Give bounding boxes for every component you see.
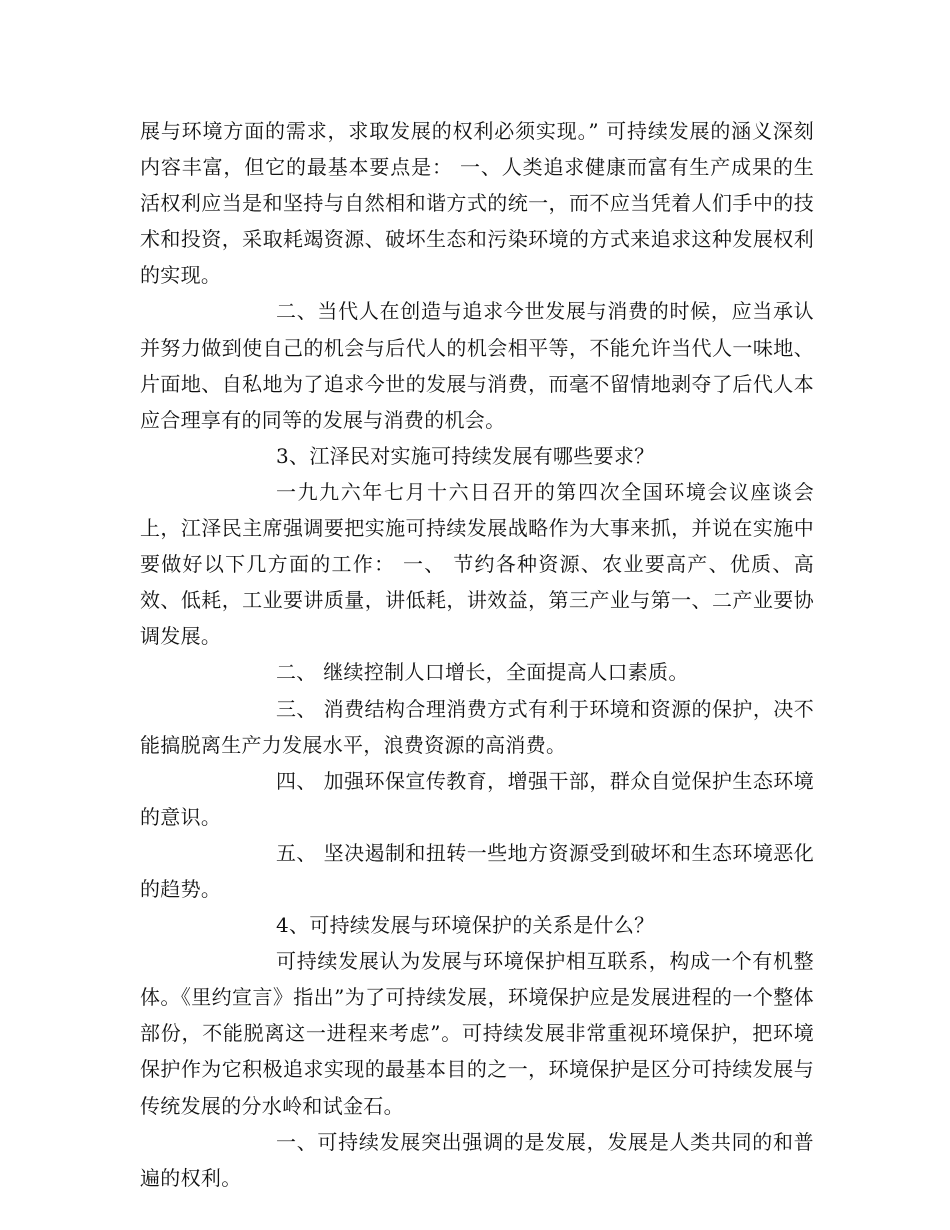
section-heading-3: 3、江泽民对实施可持续发展有哪些要求？ <box>276 443 655 468</box>
list-item-3: 三、 消费结构合理消费方式有利于环境和资源的保护，决不能搞脱离生产力发展水平，浪费资源的高消费。 <box>140 696 814 757</box>
paragraph-contemporary-equality: 二、当代人在创造与追求今世发展与消费的时候，应当承认并努力做到使自己的机会与后代人的机会相平等，不能允许当代人一味地、片面地、自私地为了追求今世的发展与消费，而毫不留情地剥夺了后代人本应合理享有的同等的发展与消费的机会。 <box>140 299 814 432</box>
paragraph-conference: 一九九六年七月十六日召开的第四次全国环境会议座谈会上，江泽民主席强调要把实施可持续发展战略作为大事来抓，并说在实施中要做好以下几方面的工作： 一、 节约各种资源、农业要高产、优质、高效、低耗，工业要讲质量，讲低耗，讲效益，第三产业与第一、二产业要协调发展。 <box>140 479 814 649</box>
list-item-4: 四、 加强环保宣传教育，增强干部，群众自觉保护生态环境的意识。 <box>140 768 814 829</box>
paragraph-development-right: 一、可持续发展突出强调的是发展，发展是人类共同的和普遍的权利。 <box>140 1129 814 1190</box>
list-item-5: 五、 坚决遏制和扭转一些地方资源受到破坏和生态环境恶化的趋势。 <box>140 840 814 901</box>
list-item-2: 二、 继续控制人口增长，全面提高人口素质。 <box>276 660 689 685</box>
section-heading-4: 4、可持续发展与环境保护的关系是什么？ <box>276 913 655 938</box>
paragraph-relationship: 可持续发展认为发展与环境保护相互联系，构成一个有机整体。《里约宣言》指出”为了可持续发展，环境保护应是发展进程的一个整体部份，不能脱离这一进程来考虑”。可持续发展非常重视环境保护，把环境保护作为它积极追求实现的最基本目的之一，环境保护是区分可持续发展与传统发展的分水岭和试金石。 <box>140 949 814 1118</box>
paragraph-continuation: 展与环境方面的需求，求取发展的权利必须实现。” 可持续发展的涵义深刻内容丰富，但它的最基本要点是： 一、人类追求健康而富有生产成果的生活权利应当是和坚持与自然相和谐方式的统一，而不应当凭着人们手中的技术和投资，采取耗竭资源、破坏生态和污染环境的方式来追求这种发展权利的实现。 <box>140 119 814 288</box>
document-body <box>140 113 814 1196</box>
